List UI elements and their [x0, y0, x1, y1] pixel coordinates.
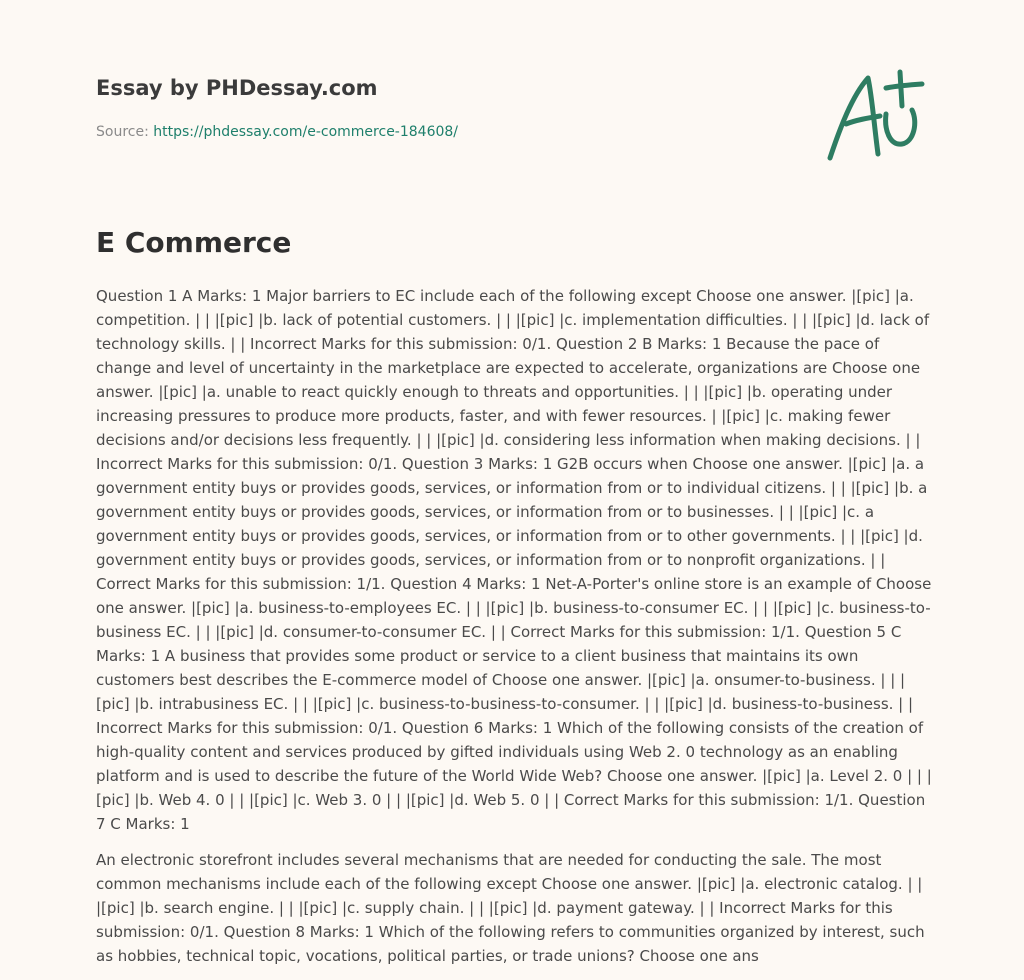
source-line — [96, 124, 458, 140]
essay-body — [96, 284, 932, 980]
source-link[interactable]: https://phdessay.com/e-commerce-184608/ — [153, 124, 459, 140]
page-header — [96, 0, 928, 200]
a-plus-logo-icon — [822, 66, 930, 166]
essay-paragraph: Question 1 A Marks: 1 Major barriers to EC include each of the following except Choose one answer. |[pic] |a. competition. | | |[pic] |b. lack of potential customers. | | |[pic] |c. implementation difficulties. | | |[pic] |d. lack of technology skills. | | Incorrect Marks for this submission: 0/1. Question 2 B Marks: 1 Because the pace of change and level of uncertainty in the marketplace are expected to accelerate, organizations are Choose one answer. |[pic] |a. unable to react quickly enough to threats and opportunities. | | |[pic] |b. operating under increasing pressures to produce more products, faster, and with fewer resources. | |[pic] |c. making fewer decisions and/or decisions less frequently. | | |[pic] |d. considering less information when making decisions. | | Incorrect Marks for this submission: 0/1. Question 3 Marks: 1 G2B occurs when Choose one answer. |[pic] |a. a government entity buys or provides goods, services, or information from or to individual citizens. | | |[pic] |b. a government entity buys or provides goods, services, or information from or to businesses. | | |[pic] |c. a government entity buys or provides goods, services, or information from or to other governments. | | |[pic] |d. government entity buys or provides goods, services, or information from or to nonprofit organizations. | | Correct Marks for this submission: 1/1. Question 4 Marks: 1 Net-A-Porter's online store is an example of Choose one answer. |[pic] |a. business-to-employees EC. | | |[pic] |b. business-to-consumer EC. | | |[pic] |c. business-to-business EC. | | |[pic] |d. consumer-to-consumer EC. | | Correct Marks for this submission: 1/1. Question 5 C Marks: 1 A business that provides some product or service to a client business that maintains its own customers best describes the E-commerce model of Choose one answer. |[pic] |a. onsumer-to-business. | | |[pic] |b. intrabusiness EC. | | |[pic] |c. business-to-business-to-consumer. | | |[pic] |d. business-to-business. | | Incorrect Marks for this submission: 0/1. Question 6 Marks: 1 Which of the following consists of the creation of high-quality content and services produced by gifted individuals using Web 2. 0 technology as an enabling platform and is used to describe the future of the World Wide Web? Choose one answer. |[pic] |a. Level 2. 0 | | |[pic] |b. Web 4. 0 | | |[pic] |c. Web 3. 0 | | |[pic] |d. Web 5. 0 | | Correct Marks for this submission: 1/1. Question 7 C Marks: 1 — [96, 287, 932, 833]
essay-paragraph: An electronic storefront includes several mechanisms that are needed for conducting the sale. The most common mechanisms include each of the following except Choose one answer. |[pic] |a. electronic catalog. | | |[pic] |b. search engine. | | |[pic] |c. supply chain. | | |[pic] |d. payment gateway. | | Incorrect Marks for this submission: 0/1. Question 8 Marks: 1 Which of the following refers to communities organized by interest, such as hobbies, technical topic, vocations, political parties, or trade unions? Choose one ans — [96, 851, 925, 965]
essay-title: E Commerce — [96, 226, 292, 259]
site-title: Essay by PHDessay.com — [96, 76, 378, 100]
source-label: Source: — [96, 124, 149, 140]
